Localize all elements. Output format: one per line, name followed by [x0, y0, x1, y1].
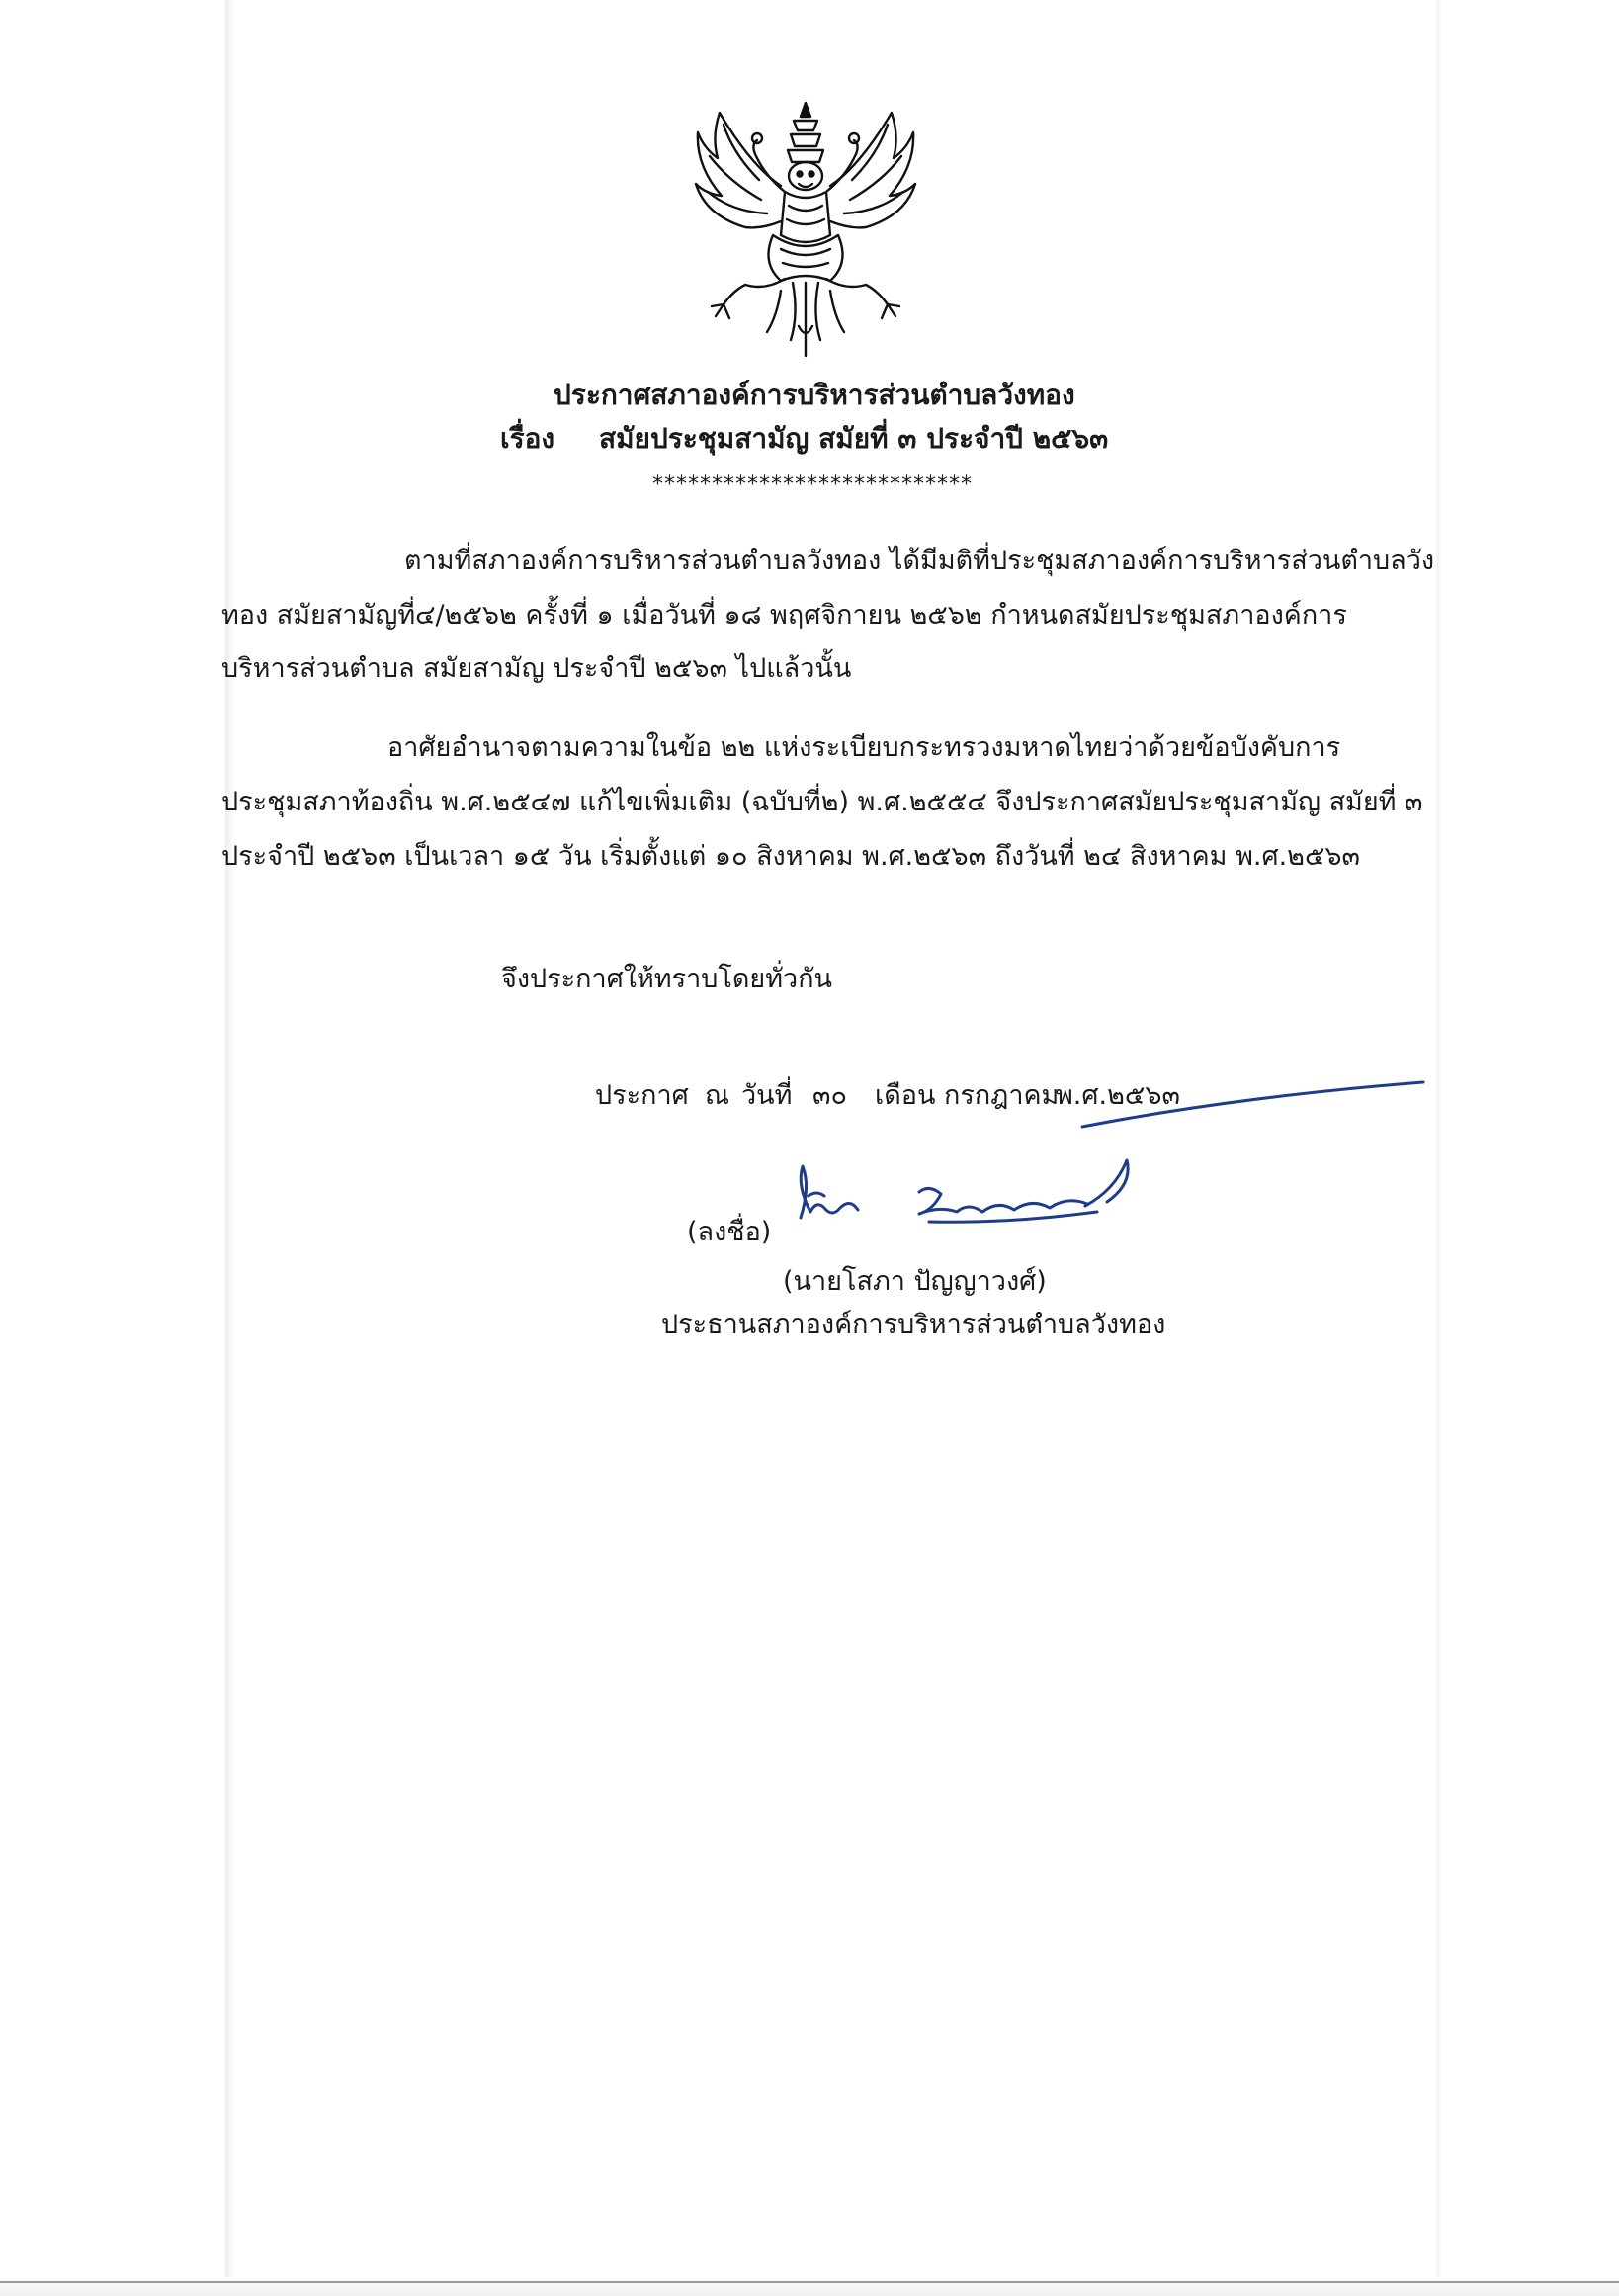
scan-edge-left — [225, 0, 235, 2296]
scan-bottom-shadow — [0, 2277, 1619, 2296]
garuda-emblem-icon — [682, 97, 929, 366]
title-separator: *************************** — [652, 472, 973, 497]
signer-name: (นายโสภา ปัญญาวงศ์) — [783, 1266, 1047, 1297]
para1-line1: ตามที่สภาองค์การบริหารส่วนตำบลวังทอง ได้มีมติที่ประชุมสภาองค์การบริหารส่วนตำบลวัง — [404, 546, 1435, 576]
dateline-year: พ.ศ.๒๕๖๓ — [1056, 1080, 1180, 1111]
scan-edge-right — [1435, 0, 1441, 2296]
dateline-day-label: วันที่ — [741, 1080, 793, 1111]
signer-position: ประธานสภาองค์การบริหารส่วนตำบลวังทอง — [661, 1310, 1166, 1340]
document-title: ประกาศสภาองค์การบริหารส่วนตำบลวังทอง — [554, 379, 1075, 411]
dateline-month-label: เดือน — [875, 1080, 936, 1111]
para2-line1: อาศัยอำนาจตามความในข้อ ๒๒ แห่งระเบียบกระทรวงมหาดไทยว่าด้วยข้อบังคับการ — [387, 732, 1341, 763]
closing-statement: จึงประกาศให้ทราบโดยทั่วกัน — [501, 964, 832, 994]
para1-line3: บริหารส่วนตำบล สมัยสามัญ ประจำปี ๒๕๖๓ ไปแล้วนั้น — [221, 653, 852, 684]
dateline-at: ณ — [705, 1080, 730, 1111]
subject-label: เรื่อง — [500, 422, 555, 455]
para1-line2: ทอง สมัยสามัญที่๔/๒๕๖๒ ครั้งที่ ๑ เมื่อวันที่ ๑๘ พฤศจิกายน ๒๕๖๒ กำหนดสมัยประชุมสภาองค์การ — [221, 600, 1347, 631]
dateline-day: ๓๐ — [812, 1080, 847, 1111]
subject-text: สมัยประชุมสามัญ สมัยที่ ๓ ประจำปี ๒๕๖๓ — [599, 422, 1109, 455]
dateline-label: ประกาศ — [595, 1080, 689, 1111]
page-bottom-line — [0, 2281, 1619, 2283]
dateline-month: กรกฎาคม — [944, 1080, 1060, 1111]
para2-line2: ประชุมสภาท้องถิ่น พ.ศ.๒๕๔๗ แก้ไขเพิ่มเติม (ฉบับที่๒) พ.ศ.๒๕๕๔ จึงประกาศสมัยประชุมสามัญ สมัยที่ ๓ — [221, 787, 1423, 817]
sign-label: (ลงชื่อ) — [687, 1217, 772, 1247]
para2-line3: ประจำปี ๒๕๖๓ เป็นเวลา ๑๕ วัน เริ่มตั้งแต่ ๑๐ สิงหาคม พ.ศ.๒๕๖๓ ถึงวันที่ ๒๔ สิงหาคม พ.ศ.๒๕๖๓ — [221, 841, 1360, 872]
